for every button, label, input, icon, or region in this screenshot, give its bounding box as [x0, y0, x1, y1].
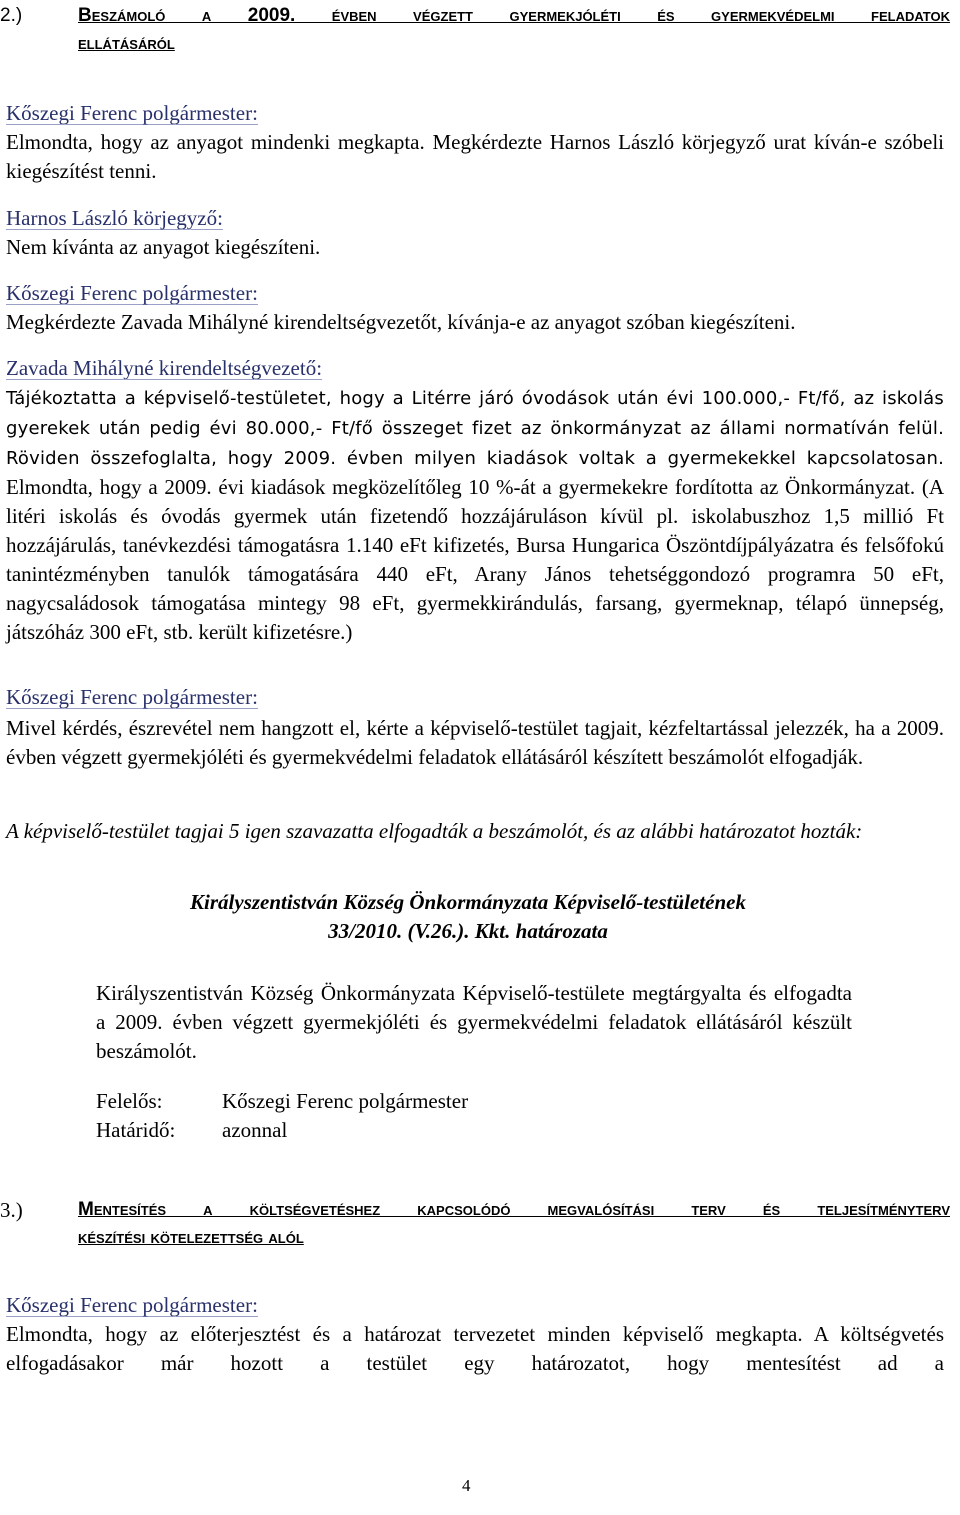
- section-2-title-line2: ellátásáról: [78, 33, 175, 54]
- resolution-title-line1: Királyszentistván Község Önkormányzata Képviselő-testületének: [190, 890, 746, 914]
- vote-statement: A képviselő-testület tagjai 5 igen szavazatta elfogadták a beszámolót, és az alábbi határozatot hozták:: [6, 819, 863, 843]
- responsible-row: [96, 1087, 468, 1116]
- deadline-label: Határidő:: [96, 1118, 176, 1142]
- paragraph-4: [6, 383, 944, 647]
- resolution-body: Királyszentistván Község Önkormányzata Képviselő-testülete megtárgyalta és elfogadta a 2009. évben végzett gyermekjóléti és gyermekvédelmi feladatok ellátásáról készült beszámolót.: [96, 981, 852, 1063]
- paragraph-2: Nem kívánta az anyagot kiegészíteni.: [6, 235, 321, 259]
- section-2-title-line1: Beszámoló a 2009. évben végzett gyermekjóléti és gyermekvédelmi feladatok: [78, 5, 950, 26]
- paragraph-4-sans-part: Tájékoztatta a képviselő-testületet, hogy a Litérre járó óvodások után évi 100.000,- Ft/fő, az iskolás gyerekek után pedig évi 80.000,- Ft/fő összeget fizet az önkormányzat az állami normatíván felül. Röviden összefoglalta, hogy 2009. évben milyen kiadások voltak a gyermekekkel kapcsolatosan.: [6, 388, 944, 469]
- speaker-label-mayor-3: Kőszegi Ferenc polgármester:: [6, 685, 258, 709]
- responsible-value: Kőszegi Ferenc polgármester: [222, 1089, 469, 1113]
- paragraph-5: Mivel kérdés, észrevétel nem hangzott el, kérte a képviselő-testület tagjait, kézfeltartással jelezzék, ha a 2009. évben végzett gyermekjóléti és gyermekvédelmi feladatok ellátásáról készített beszámolót elfogadják.: [6, 716, 944, 769]
- deadline-row: [96, 1116, 287, 1145]
- section-3-title-line2: készítési kötelezettség alól: [78, 1227, 304, 1248]
- section-2-number: 2.): [0, 5, 23, 26]
- deadline-value: azonnal: [222, 1118, 288, 1142]
- speaker-label-mayor-4: Kőszegi Ferenc polgármester:: [6, 1293, 258, 1317]
- paragraph-4-serif-part: Elmondta, hogy a 2009. évi kiadások megközelítőleg 10 %-át a gyermekekre fordította az Önkormányzat. (A litéri iskolás és óvodás gyermek után fizetendő hozzájáruláson kívül pl. iskolabuszhoz 1,5 millió Ft hozzájárulás, tanévkezdési támogatásra 1.140 eFt kifizetés, Bursa Hungarica Öszöntdíjpályázatra és felsőfokú tanintézményben tanulók támogatására 440 eFt, Arany János tehetséggondozó programra 50 eFt, nagycsaládosok támogatása mintegy 98 eFt, gyermekkirándulás, farsang, gyermeknap, télapó ünnepség, játszóház 300 eFt, stb. került kifizetésre.): [6, 475, 944, 644]
- page-number: 4: [462, 1476, 471, 1495]
- paragraph-1: Elmondta, hogy az anyagot mindenki megkapta. Megkérdezte Harnos László körjegyző urat kíván-e szóbeli kiegészítést tenni.: [6, 130, 944, 183]
- paragraph-3: Megkérdezte Zavada Mihályné kirendeltségvezetőt, kívánja-e az anyagot szóban kiegészíteni.: [6, 310, 796, 334]
- responsible-label: Felelős:: [96, 1089, 163, 1113]
- section-3-title-line1: Mentesítés a költségvetéshez kapcsolódó megvalósítási terv és teljesítményterv: [78, 1199, 950, 1220]
- speaker-label-notary: Harnos László körjegyző:: [6, 206, 223, 230]
- paragraph-6: Elmondta, hogy az előterjesztést és a határozat tervezetet minden képviselő megkapta. A költségvetés elfogadásakor már hozott a testület egy határozatot, hogy mentesítést ad a: [6, 1322, 944, 1375]
- resolution-title-line2: 33/2010. (V.26.). Kkt. határozata: [328, 919, 608, 943]
- section-3-number: 3.): [0, 1198, 23, 1222]
- speaker-label-office-head: Zavada Mihályné kirendeltségvezető:: [6, 356, 323, 380]
- speaker-label-mayor-2: Kőszegi Ferenc polgármester:: [6, 281, 258, 305]
- speaker-label-mayor-1: Kőszegi Ferenc polgármester:: [6, 101, 258, 125]
